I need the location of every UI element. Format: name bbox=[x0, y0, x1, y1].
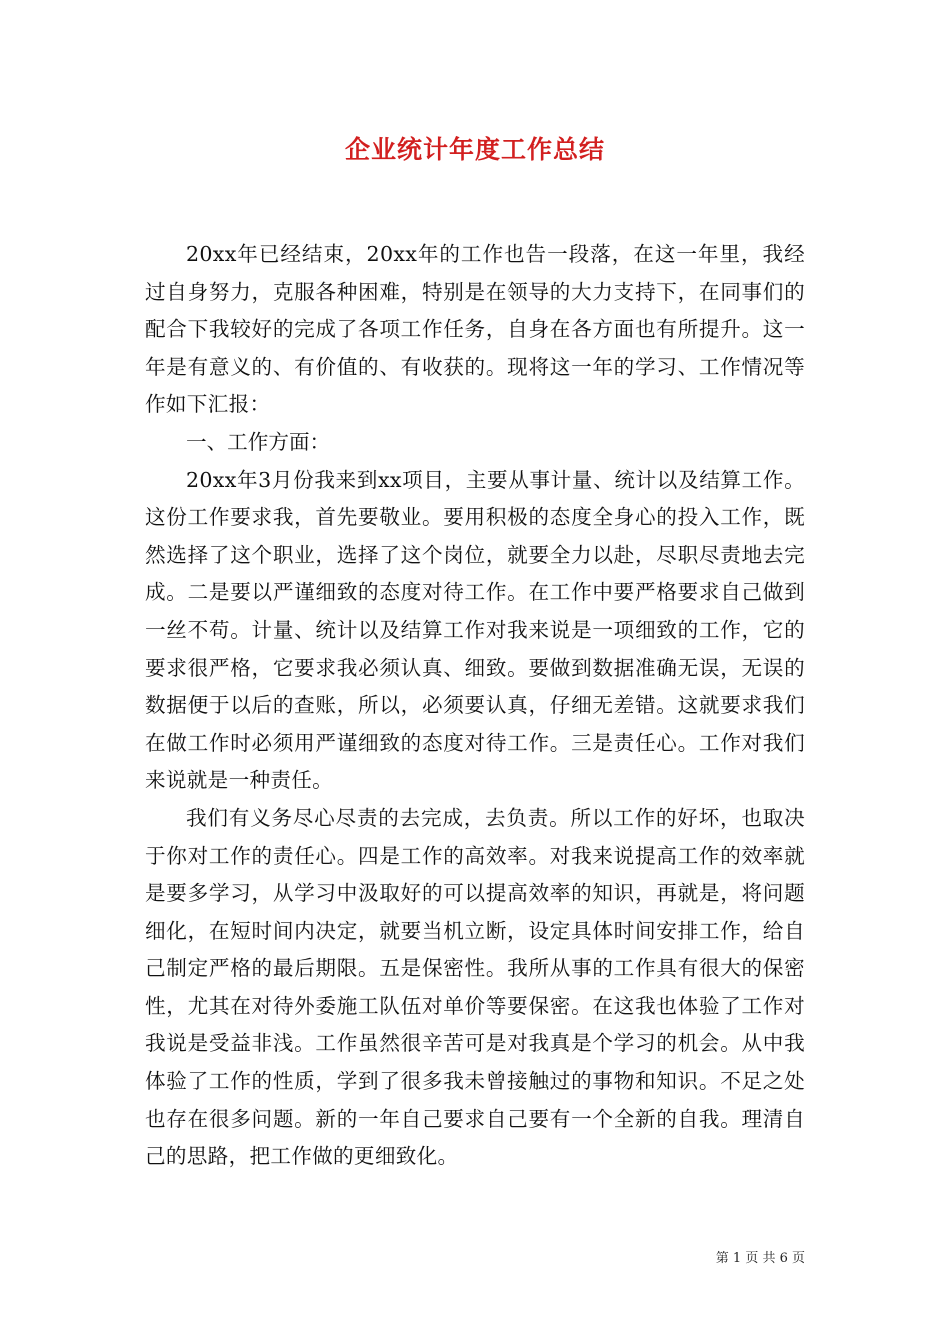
section-heading-work: 一、工作方面： bbox=[186, 429, 331, 454]
document-body bbox=[145, 236, 805, 1176]
paragraph-responsibility: 我们有义务尽心尽责的去完成，去负责。所以工作的好坏，也取决于你对工作的责任心。四是工作的高效率。对我来说提高工作的效率就是要多学习，从学习中汲取好的可以提高效率的知识，再就是，将问题细化，在短时间内决定，就要当机立断，设定具体时间安排工作，给自己制定严格的最后期限。五是保密性。我所从事的工作具有很大的保密性，尤其在对待外委施工队伍对单价等要保密。在这我也体验了工作对我说是受益非浅。工作虽然很辛苦可是对我真是个学习的机会。从中我体验了工作的性质，学到了很多我未曾接触过的事物和知识。不足之处也存在很多问题。新的一年自己要求自己要有一个全新的自我。理清自己的思路，把工作做的更细致化。 bbox=[145, 805, 805, 1169]
paragraph-work-details: 20xx年3月份我来到xx项目，主要从事计量、统计以及结算工作。这份工作要求我，首先要敬业。要用积极的态度全身心的投入工作，既然选择了这个职业，选择了这个岗位，就要全力以赴，尽职尽责地去完成。二是要以严谨细致的态度对待工作。在工作中要严格要求自己做到一丝不苟。计量、统计以及结算工作对我来说是一项细致的工作，它的要求很严格，它要求我必须认真、细致。要做到数据准确无误，无误的数据便于以后的查账，所以，必须要认真，仔细无差错。这就要求我们在做工作时必须用严谨细致的态度对待工作。三是责任心。工作对我们来说就是一种责任。 bbox=[145, 467, 805, 793]
page-number-footer: 第 1 页 共 6 页 bbox=[715, 1251, 805, 1266]
paragraph-intro: 20xx年已经结束，20xx年的工作也告一段落，在这一年里，我经过自身努力，克服各种困难，特别是在领导的大力支持下，在同事们的配合下我较好的完成了各项工作任务，自身在各方面也有所提升。这一年是有意义的、有价值的、有收获的。现将这一年的学习、工作情况等作如下汇报： bbox=[145, 242, 805, 417]
document-title: 企业统计年度工作总结 bbox=[344, 135, 605, 164]
